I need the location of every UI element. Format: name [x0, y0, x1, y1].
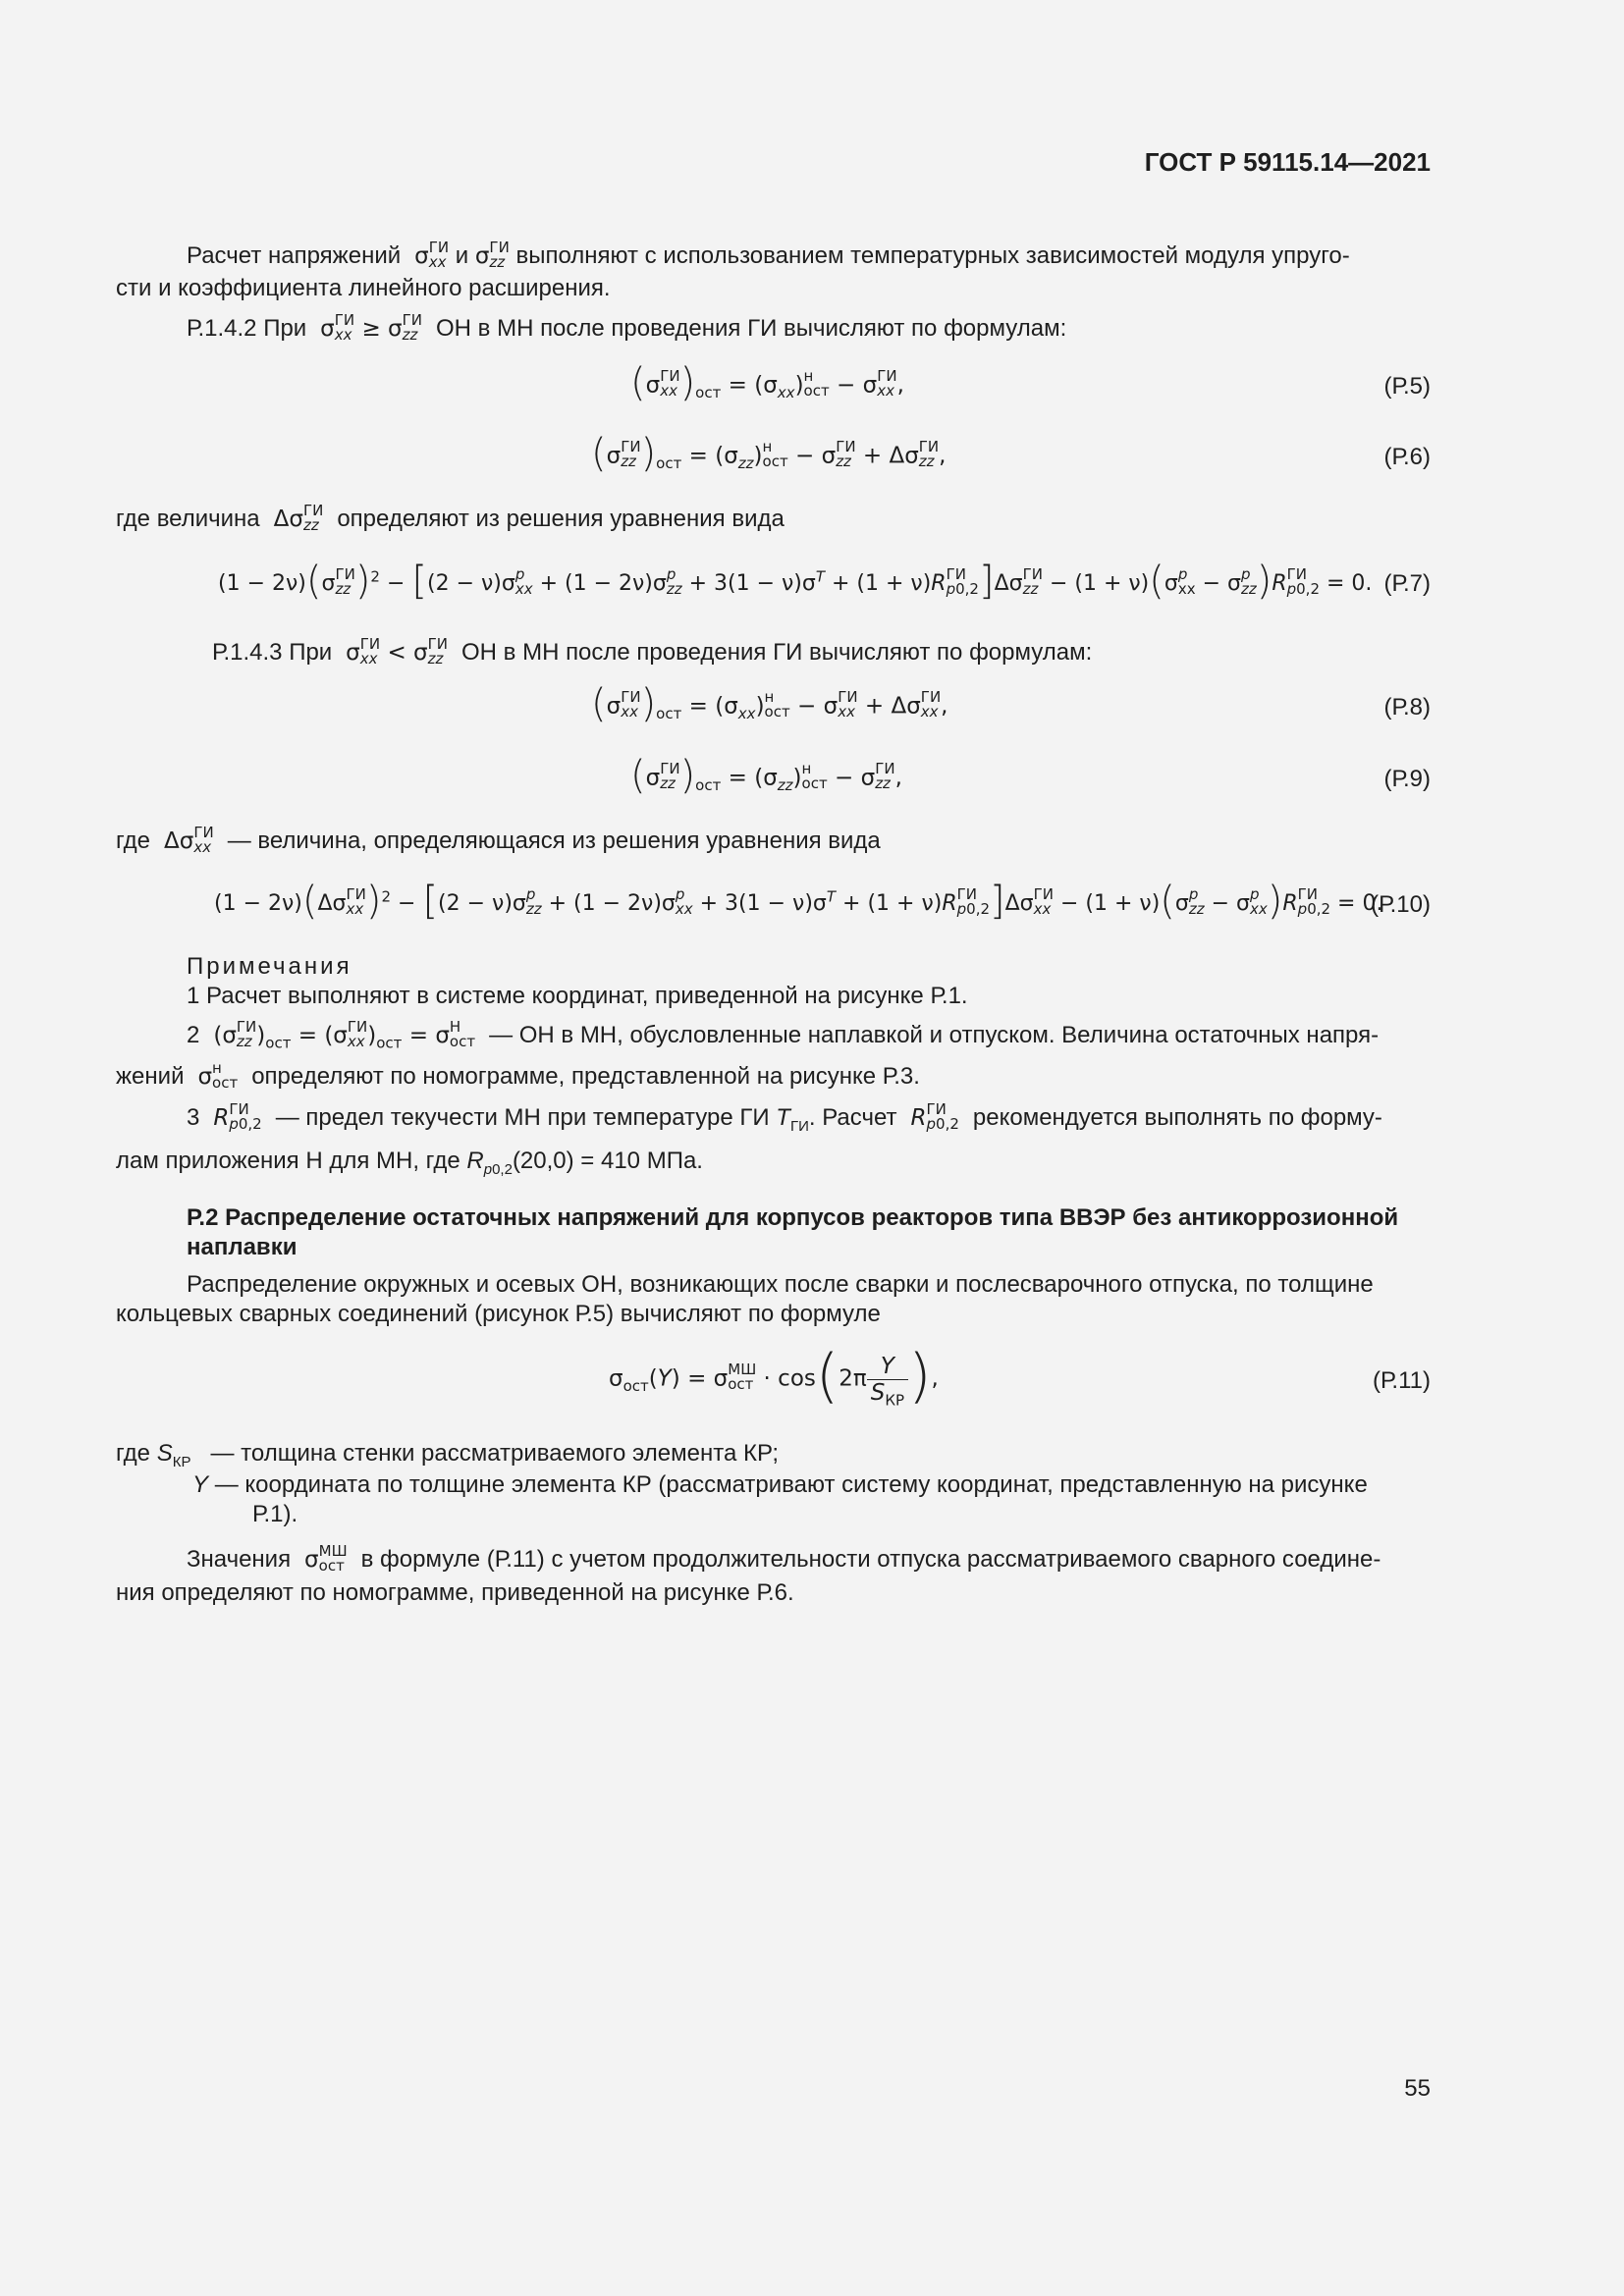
note-3-text-c: рекомендуется выполнять по форму- [972, 1104, 1382, 1131]
notes-title: Примечания [187, 953, 352, 980]
section-r2-para-line2: кольцевых сварных соединений (рисунок Р.5) вычисляют по формуле [116, 1301, 881, 1327]
where1-line: где величина Δσ ГИ zz определяют из решения уравнения вида [116, 501, 785, 534]
final-text-a: Значения [187, 1546, 292, 1573]
note-3-text-a: — предел текучести МН при температуре ГИ [275, 1104, 770, 1131]
para1-line2: сти и коэффициента линейного расширения. [116, 275, 611, 301]
p143-text-a: Р.1.4.3 При [212, 639, 333, 666]
def-y-line1 [192, 1470, 1368, 1500]
eq-number-p10: (Р.10) [1371, 891, 1431, 918]
p142-text-a: Р.1.4.2 При [187, 315, 307, 342]
formula-p6: (σ ГИ zz )$_{ост} = (\sigma_{zz})$ н ост − σ ГИ zz + Δσ ГИ zz , [591, 431, 947, 476]
def-y-line2: Р.1). [252, 1501, 298, 1527]
page-number: 55 [1404, 2075, 1431, 2102]
formula-p10: (1 − 2ν)(Δσ ГИ xx )$^2$ − [(2 − ν)σ p zz + (1 − 2ν)σ p xx + $3(1 - \nu)\sigma^T + (1 + \nu)R$ ГИ p0,2 ]Δσ ГИ xx − (1 + ν)(σ p zz − σ p xx )R ГИ p0,2 = 0. [214, 879, 1383, 924]
eq-number-p7: (Р.7) [1383, 570, 1431, 597]
where1-text-b: определяют из решения уравнения вида [337, 506, 785, 532]
para1-line1: Расчет напряжений σ ГИ xx и σ ГИ zz выполняют с использованием температурных зависимостей модуля упруго- [187, 238, 1350, 271]
note-1: 1 Расчет выполняют в системе координат, приведенной на рисунке Р.1. [187, 983, 968, 1009]
note-3-text-b: . Расчет [808, 1104, 897, 1131]
def-s-text: — толщина стенки рассматриваемого элемента КР; [210, 1440, 780, 1467]
final-para-line1: Значения σ МШ ост в формуле (Р.11) с учетом продолжительности отпуска рассматриваемого сварного соедине- [187, 1541, 1381, 1575]
def-s-line: где $S_{КР}$ — толщина стенки рассматриваемого элемента КР; [116, 1440, 780, 1470]
eq-number-p6: (Р.6) [1383, 444, 1431, 470]
where2-text-a: где [116, 828, 151, 854]
note-3-num: 3 [187, 1104, 200, 1131]
eq-number-p9: (Р.9) [1383, 766, 1431, 792]
eq-number-p11: (Р.11) [1372, 1367, 1431, 1394]
para1-text-a: Расчет напряжений [187, 242, 402, 269]
section-r2-title-line2: наплавки [187, 1234, 298, 1260]
def-where: где [116, 1440, 151, 1467]
where2-text-b: — величина, определяющаяся из решения уравнения вида [227, 828, 881, 854]
p143-text-b: ОН в МН после проведения ГИ вычисляют по формулам: [460, 639, 1093, 666]
note-2-line1: 2 (σ ГИ zz )$_{ост} = (\sigma$ ГИ xx )$_{ост} = \sigma$ Н ост — ОН в МН, обусловленные наплавкой и отпуском. Величина остаточных напря- [187, 1017, 1380, 1052]
formula-p5: (σ ГИ xx )$_{ост} = (\sigma_{xx})$ н ост − σ ГИ xx , [630, 360, 904, 405]
section-r2-para-line1: Распределение окружных и осевых ОН, возникающих после сварки и послесварочного отпуска, по толщине [187, 1271, 1374, 1298]
note-2-text: — ОН в МН, обусловленные наплавкой и отпуском. Величина остаточных напря- [489, 1022, 1380, 1048]
where2-line: где Δσ ГИ xx — величина, определяющаяся из решения уравнения вида [116, 823, 881, 856]
note-3-line2: лам приложения Н для МН, где $R_{p0,2}(20,0) = 410$ МПа. [116, 1148, 703, 1178]
final-text-b: в формуле (Р.11) с учетом продолжительности отпуска рассматриваемого сварного соедине- [360, 1546, 1381, 1573]
note-3-text-d: лам приложения Н для МН, где [116, 1148, 460, 1174]
eq-number-p8: (Р.8) [1383, 694, 1431, 721]
section-r2-title-line1: Р.2 Распределение остаточных напряжений для корпусов реакторов типа ВВЭР без антикоррозионной [187, 1204, 1399, 1231]
formula-p8: (σ ГИ xx )$_{ост} = (\sigma_{xx})$ н ост − σ ГИ xx + Δσ ГИ xx , [591, 681, 948, 726]
para1-text-c: выполняют с использованием температурных зависимостей модуля упруго- [515, 242, 1350, 269]
para1-text-b: и [455, 242, 469, 269]
note-3-text-e: (20,0) = 410 МПа. [512, 1148, 703, 1174]
note-2-num: 2 [187, 1022, 200, 1048]
document-header: ГОСТ Р 59115.14—2021 [1144, 147, 1431, 177]
p143-line: Р.1.4.3 При σ ГИ xx < σ ГИ zz ОН в МН после проведения ГИ вычисляют по формулам: [212, 634, 1093, 667]
note-2-line2: жений σ н ост определяют по номограмме, представленной на рисунке Р.3. [116, 1058, 920, 1092]
note-2-text-c: определяют по номограмме, представленной на рисунке Р.3. [251, 1063, 920, 1090]
def-y-text: — координата по толщине элемента КР (рассматривают систему координат, представленную на рисунке [214, 1471, 1368, 1498]
final-para-line2: ния определяют по номограмме, приведенной на рисунке Р.6. [116, 1579, 794, 1606]
formula-p9: (σ ГИ zz )$_{ост} = (\sigma_{zz})$ н ост − σ ГИ zz , [630, 753, 902, 798]
note-2-text-b: жений [116, 1063, 185, 1090]
where1-text-a: где величина [116, 506, 260, 532]
formula-p7: (1 − 2ν)(σ ГИ zz )$^2$ − [(2 − ν)σ p xx + (1 − 2ν)σ p zz + $3(1 - \nu)\sigma^T + (1 + \nu)R$ ГИ p0,2 ]Δσ ГИ zz − (1 + ν)(σ p xx − σ p zz )R ГИ p0,2 = 0. [218, 559, 1373, 604]
p142-line: Р.1.4.2 При σ ГИ xx ≥ σ ГИ zz ОН в МН после проведения ГИ вычисляют по формулам: [187, 310, 1067, 344]
note-3-line1: 3 R ГИ p0,2 — предел текучести МН при температуре ГИ $T_{ГИ}$. Расчет R ГИ p0,2 рекомендуется выполнять по форму- [187, 1099, 1382, 1135]
eq-number-p5: (Р.5) [1383, 373, 1431, 400]
p142-text-b: ОН в МН после проведения ГИ вычисляют по формулам: [435, 315, 1067, 342]
formula-p11: $\sigma_{ост}(Y) = \sigma$ МШ ост · cos(2π $\frac{Y}{S_{КР}}$ ), [609, 1342, 939, 1411]
def-y-symbol: Y [192, 1471, 209, 1498]
